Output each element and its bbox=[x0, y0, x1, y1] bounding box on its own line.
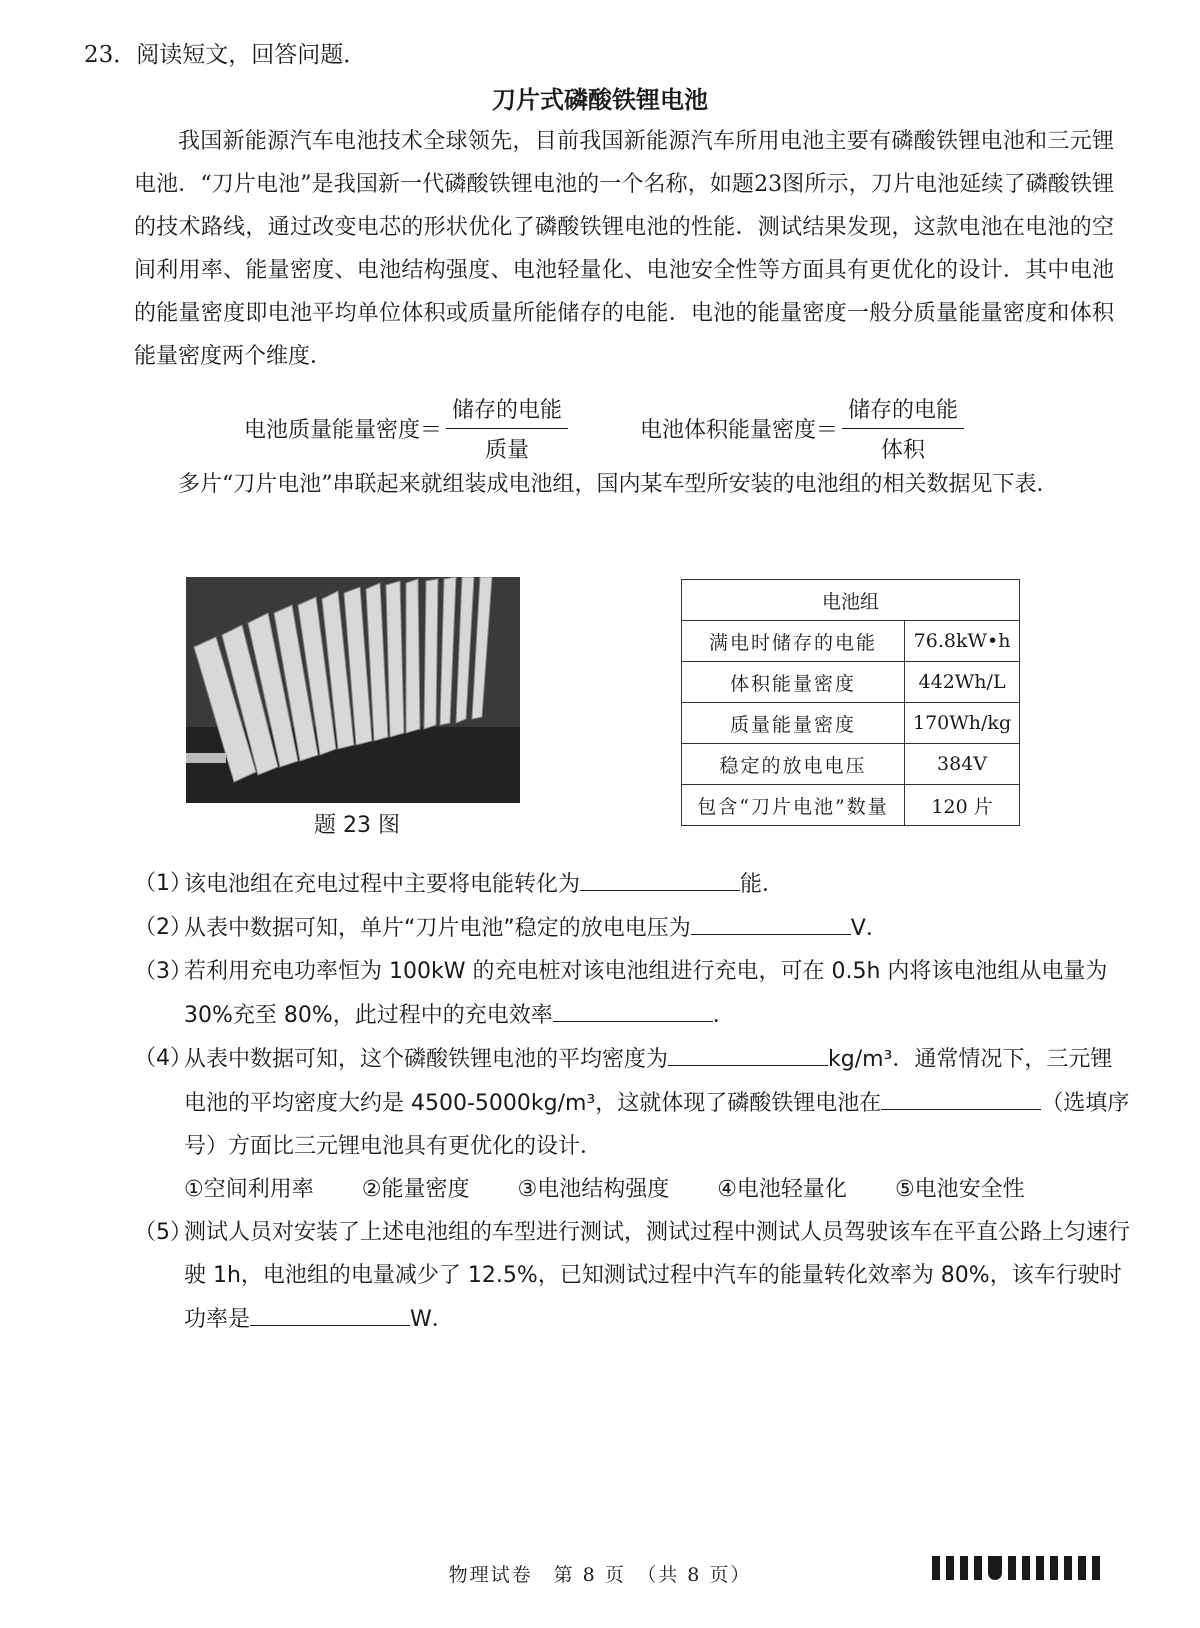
sub-question-text: 从表中数据可知，这个磷酸铁锂电池的平均密度为 bbox=[184, 1047, 669, 1072]
formula-denominator: 质量 bbox=[485, 438, 530, 463]
volume-energy-density-formula bbox=[640, 393, 964, 464]
battery-pack-table bbox=[681, 579, 1020, 826]
table-row bbox=[682, 662, 1020, 703]
table-header-row bbox=[682, 580, 1020, 621]
table-cell-label: 体积能量密度 bbox=[682, 662, 905, 703]
answer-blank[interactable] bbox=[668, 1037, 828, 1066]
sub-question-3 bbox=[134, 950, 1134, 1037]
table-row bbox=[682, 621, 1020, 662]
passage bbox=[134, 120, 1114, 378]
formula-denominator: 体积 bbox=[881, 438, 926, 463]
sub-question-2 bbox=[134, 906, 1134, 950]
table-cell-label: 满电时储存的电能 bbox=[682, 621, 905, 662]
article-title: 刀片式磷酸铁锂电池 bbox=[492, 86, 708, 114]
sub-question-middle: kg/m³．通常情况下，三元锂电池的平均密度大约是 4500-5000kg/m³，这就体现了磷酸铁锂电池在 bbox=[184, 1047, 1113, 1116]
sub-question-text: 测试人员对安装了上述电池组的车型进行测试，测试过程中测试人员驾驶该车在平直公路上匀速行驶 1h，电池组的电量减少了 12.5%，已知测试过程中汽车的能量转化效率为 80%，该车行驶时功率是 bbox=[184, 1220, 1131, 1332]
answer-blank[interactable] bbox=[691, 906, 851, 935]
sub-question-suffix: ． bbox=[712, 1003, 735, 1028]
sub-question-number: （3） bbox=[134, 959, 192, 984]
answer-blank[interactable] bbox=[580, 862, 740, 891]
option-list bbox=[134, 1168, 1134, 1211]
sub-question-suffix: W． bbox=[410, 1307, 454, 1332]
answer-blank[interactable] bbox=[553, 993, 713, 1022]
table-row bbox=[682, 744, 1020, 785]
figure-caption: 题 23 图 bbox=[314, 813, 400, 838]
answer-blank[interactable] bbox=[250, 1297, 410, 1326]
table-cell-value: 384V bbox=[905, 744, 1020, 785]
answer-blank[interactable] bbox=[881, 1081, 1041, 1110]
table-header: 电池组 bbox=[682, 580, 1020, 621]
mass-energy-density-formula bbox=[244, 393, 568, 464]
sub-questions bbox=[134, 862, 1134, 1341]
formula-fraction bbox=[446, 393, 568, 464]
option-item: ⑤电池安全性 bbox=[894, 1177, 1025, 1202]
table-cell-value: 170Wh/kg bbox=[905, 703, 1020, 744]
sub-question-suffix: 能． bbox=[740, 872, 785, 897]
sub-question-1 bbox=[134, 862, 1134, 906]
table-cell-label: 稳定的放电电压 bbox=[682, 744, 905, 785]
sub-question-number: （4） bbox=[134, 1046, 192, 1071]
formula-lhs: 电池体积能量密度＝ bbox=[640, 418, 839, 443]
formula-numerator: 储存的电能 bbox=[446, 393, 568, 429]
option-item: ④电池轻量化 bbox=[717, 1177, 847, 1202]
formula-fraction bbox=[842, 393, 964, 464]
table-cell-value: 442Wh/L bbox=[905, 662, 1020, 703]
sub-question-number: （1） bbox=[134, 871, 192, 896]
option-item: ①空间利用率 bbox=[184, 1177, 314, 1202]
sub-question-text: 该电池组在充电过程中主要将电能转化为 bbox=[184, 872, 581, 897]
passage-paragraph-2: 多片“刀片电池”串联起来就组装成电池组，国内某车型所安装的电池组的相关数据见下表． bbox=[178, 472, 1059, 497]
sub-question-4 bbox=[134, 1037, 1134, 1168]
sub-question-suffix: V． bbox=[850, 916, 888, 941]
table-cell-value: 76.8kW•h bbox=[905, 621, 1020, 662]
blade-battery-photo bbox=[186, 577, 520, 803]
sub-question-number: （5） bbox=[134, 1220, 192, 1245]
sub-question-text: 从表中数据可知，单片“刀片电池”稳定的放电电压为 bbox=[184, 916, 691, 941]
option-item: ②能量密度 bbox=[361, 1177, 470, 1202]
table-cell-label: 质量能量密度 bbox=[682, 703, 905, 744]
table-cell-value: 120 片 bbox=[905, 785, 1020, 826]
blade-battery-illustration bbox=[186, 577, 520, 803]
page-footer: 物理试卷 第 8 页 （共 8 页） bbox=[448, 1564, 752, 1586]
sub-question-suffix: （选填序号）方面比三元锂电池具有更优化的设计． bbox=[184, 1091, 1130, 1159]
formula-numerator: 储存的电能 bbox=[842, 393, 964, 429]
sub-question-5 bbox=[134, 1211, 1134, 1341]
table-row bbox=[682, 703, 1020, 744]
sub-question-number: （2） bbox=[134, 915, 192, 940]
option-item: ③电池结构强度 bbox=[517, 1177, 670, 1202]
formula-lhs: 电池质量能量密度＝ bbox=[244, 418, 443, 443]
barcode-mark bbox=[932, 1556, 1100, 1580]
sub-question-text: 若利用充电功率恒为 100kW 的充电桩对该电池组进行充电，可在 0.5h 内将该电池组从电量为 30%充至 80%，此过程中的充电效率 bbox=[184, 959, 1108, 1028]
table-cell-label: 包含“刀片电池”数量 bbox=[682, 785, 905, 826]
question-header: 23．阅读短文，回答问题． bbox=[84, 42, 367, 68]
passage-paragraph-1: 我国新能源汽车电池技术全球领先，目前我国新能源汽车所用电池主要有磷酸铁锂电池和三元锂电池．“刀片电池”是我国新一代磷酸铁锂电池的一个名称，如题23图所示，刀片电池延续了磷酸铁锂的技术路线，通过改变电芯的形状优化了磷酸铁锂电池的性能．测试结果发现，这款电池在电池的空间利用率、能量密度、电池结构强度、电池轻量化、电池安全性等方面具有更优化的设计．其中电池的能量密度即电池平均单位体积或质量所能储存的电能．电池的能量密度一般分质量能量密度和体积能量密度两个维度． bbox=[134, 129, 1114, 369]
table-row bbox=[682, 785, 1020, 826]
